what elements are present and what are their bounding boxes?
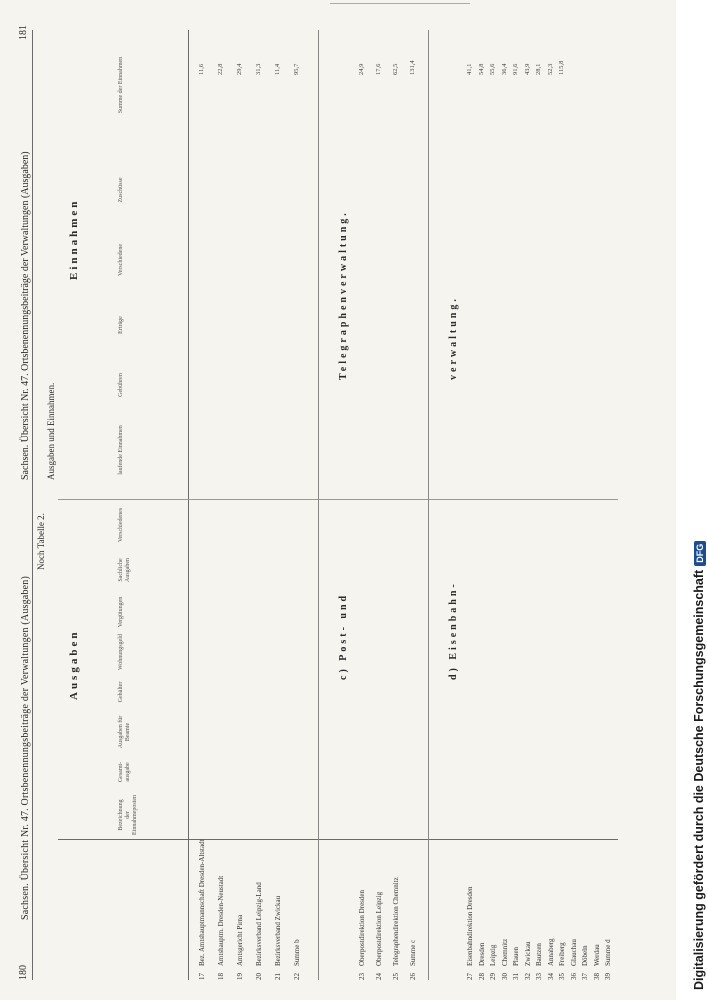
row-number: 27	[466, 973, 474, 980]
row-label: Dresden	[477, 942, 486, 966]
row-number: 20	[255, 973, 263, 980]
row-label: Summe d	[604, 939, 612, 966]
total-value: 24,9	[358, 63, 365, 75]
total-value: 43,9	[523, 63, 531, 75]
row-label: Bez. Amtshauptmannschaft Dresden-Altstadt	[198, 839, 206, 966]
row-number: 25	[392, 973, 400, 980]
row-number: 23	[358, 973, 366, 980]
row-label: Oberpostdirektion Leipzig	[375, 891, 383, 966]
row-label: Zwickau	[523, 941, 532, 966]
row-number: 39	[604, 973, 612, 980]
section-c: c) Post- und	[338, 592, 349, 680]
row-number: 24	[375, 973, 383, 980]
label-column-rule	[58, 839, 618, 840]
row-label: Bautzen	[535, 943, 543, 966]
col-head-3: Gehälter	[118, 681, 124, 703]
row-number: 37	[581, 973, 589, 980]
col-head-1: Gesamt-ausgabe	[118, 761, 131, 783]
row-label: Oberpostdirektion Dresden	[358, 889, 366, 966]
col-head-2: Ausgaben für Beamte	[118, 715, 131, 749]
section-c-right: Telegraphenverwaltung.	[338, 210, 349, 380]
col-head-4: Wohnungsgeld	[118, 634, 124, 670]
row-label: Leipzig	[489, 944, 497, 966]
section-d-right: verwaltung.	[448, 296, 459, 380]
row-label: Amtsgericht Pirna	[236, 914, 244, 966]
total-value: 131,4	[409, 60, 416, 75]
total-value: 11,4	[274, 63, 281, 75]
right-header: Sachsen. Übersicht Nr. 47. Ortsbenennungsbeiträge der Verwaltungen (Ausgaben)	[20, 151, 31, 480]
left-subheader: Noch Tabelle 2.	[36, 513, 46, 570]
total-value: 95,7	[293, 63, 300, 75]
total-value: 17,6	[375, 63, 382, 75]
row-label: Summe c	[409, 939, 417, 966]
row-number: 31	[512, 973, 520, 980]
total-value: 91,6	[512, 63, 519, 75]
section-d: d) Eisenbahn-	[448, 581, 459, 680]
total-value: 55,6	[489, 63, 496, 75]
banner-label: Digitalisierung gefördert durch die Deutsche Forschungsgemeinschaft	[692, 569, 706, 990]
dfg-logo: DFG	[694, 541, 706, 566]
total-value: 54,8	[477, 63, 485, 75]
row-label: Summe b	[293, 939, 301, 966]
row-number: 17	[198, 973, 206, 980]
section-einnahmen: Einnahmen	[68, 198, 80, 280]
total-value: 41,1	[466, 63, 473, 75]
row-number: 28	[477, 973, 486, 980]
col-head-r4: Zuschüsse	[118, 177, 124, 203]
total-value: 115,8	[558, 60, 565, 75]
col-head-6: Sachliche Ausgaben	[118, 558, 131, 582]
row-label: Glauchau	[569, 939, 578, 966]
total-value: 62,5	[392, 63, 399, 75]
col-head-r5: Summe der Einnahmen	[118, 56, 124, 114]
section-c-rule	[428, 30, 429, 980]
col-head-r1: Gebühren	[118, 373, 124, 397]
scan-artifact	[330, 3, 470, 4]
row-number: 32	[523, 973, 532, 980]
col-head-r0: laufende Einnahmen	[118, 425, 124, 475]
total-value: 31,3	[255, 63, 262, 75]
total-value: 28,1	[535, 63, 542, 75]
row-number: 29	[489, 973, 497, 980]
right-subheader: Ausgaben und Einnahmen.	[46, 382, 56, 480]
row-number: 34	[546, 973, 555, 980]
total-value: 36,4	[500, 63, 508, 75]
row-number: 38	[592, 973, 601, 980]
row-number: 22	[293, 973, 301, 980]
row-label: Bezirksverband Leipzig-Land	[255, 882, 263, 966]
total-value: 29,4	[236, 63, 243, 75]
left-header: Sachsen. Übersicht Nr. 47. Ortsbenennungsbeiträge der Verwaltungen (Ausgaben)	[20, 575, 31, 920]
total-value: 52,3	[546, 63, 554, 75]
header-bottom-rule	[188, 30, 189, 980]
row-number: 35	[558, 973, 566, 980]
row-number: 30	[500, 973, 509, 980]
dfg-banner-text	[692, 541, 706, 990]
left-page-number: 180	[18, 965, 29, 980]
row-number: 21	[274, 973, 282, 980]
row-number: 26	[409, 973, 417, 980]
row-label: Werdau	[592, 944, 601, 966]
row-label: Döbeln	[581, 945, 589, 966]
section-b-rule	[318, 30, 319, 980]
top-rule	[32, 30, 33, 980]
row-number: 33	[535, 973, 543, 980]
col-head-r3: Verschiedene	[118, 244, 124, 276]
row-label: Annaberg	[546, 938, 555, 966]
row-number: 36	[569, 973, 578, 980]
row-label: Plauen	[512, 946, 520, 966]
total-value: 11,6	[198, 63, 205, 75]
col-head-7: Verschiedenes	[118, 507, 124, 543]
rotated-table	[18, 20, 658, 980]
row-label: Chemnitz	[500, 938, 509, 966]
col-head-0: Bezeichnung der Einnahmeposten	[118, 795, 138, 835]
row-label: Freiberg	[558, 942, 566, 966]
row-label: Eisenbahndirektion Dresden	[466, 886, 474, 966]
section-ausgaben: Ausgaben	[68, 629, 80, 700]
col-head-5: Vergütungen	[118, 596, 124, 628]
total-value: 22,8	[217, 63, 224, 75]
row-label: Amtshauptm. Dresden-Neustadt	[217, 875, 225, 966]
row-label: Bezirksverband Zwickau	[274, 895, 282, 966]
row-label: Telegraphendirektion Chemnitz	[392, 877, 400, 966]
right-page-number: 181	[18, 25, 29, 40]
page-gutter	[58, 499, 618, 500]
row-number: 19	[236, 973, 244, 980]
col-head-r2: Erträge	[118, 316, 124, 334]
row-number: 18	[217, 973, 225, 980]
